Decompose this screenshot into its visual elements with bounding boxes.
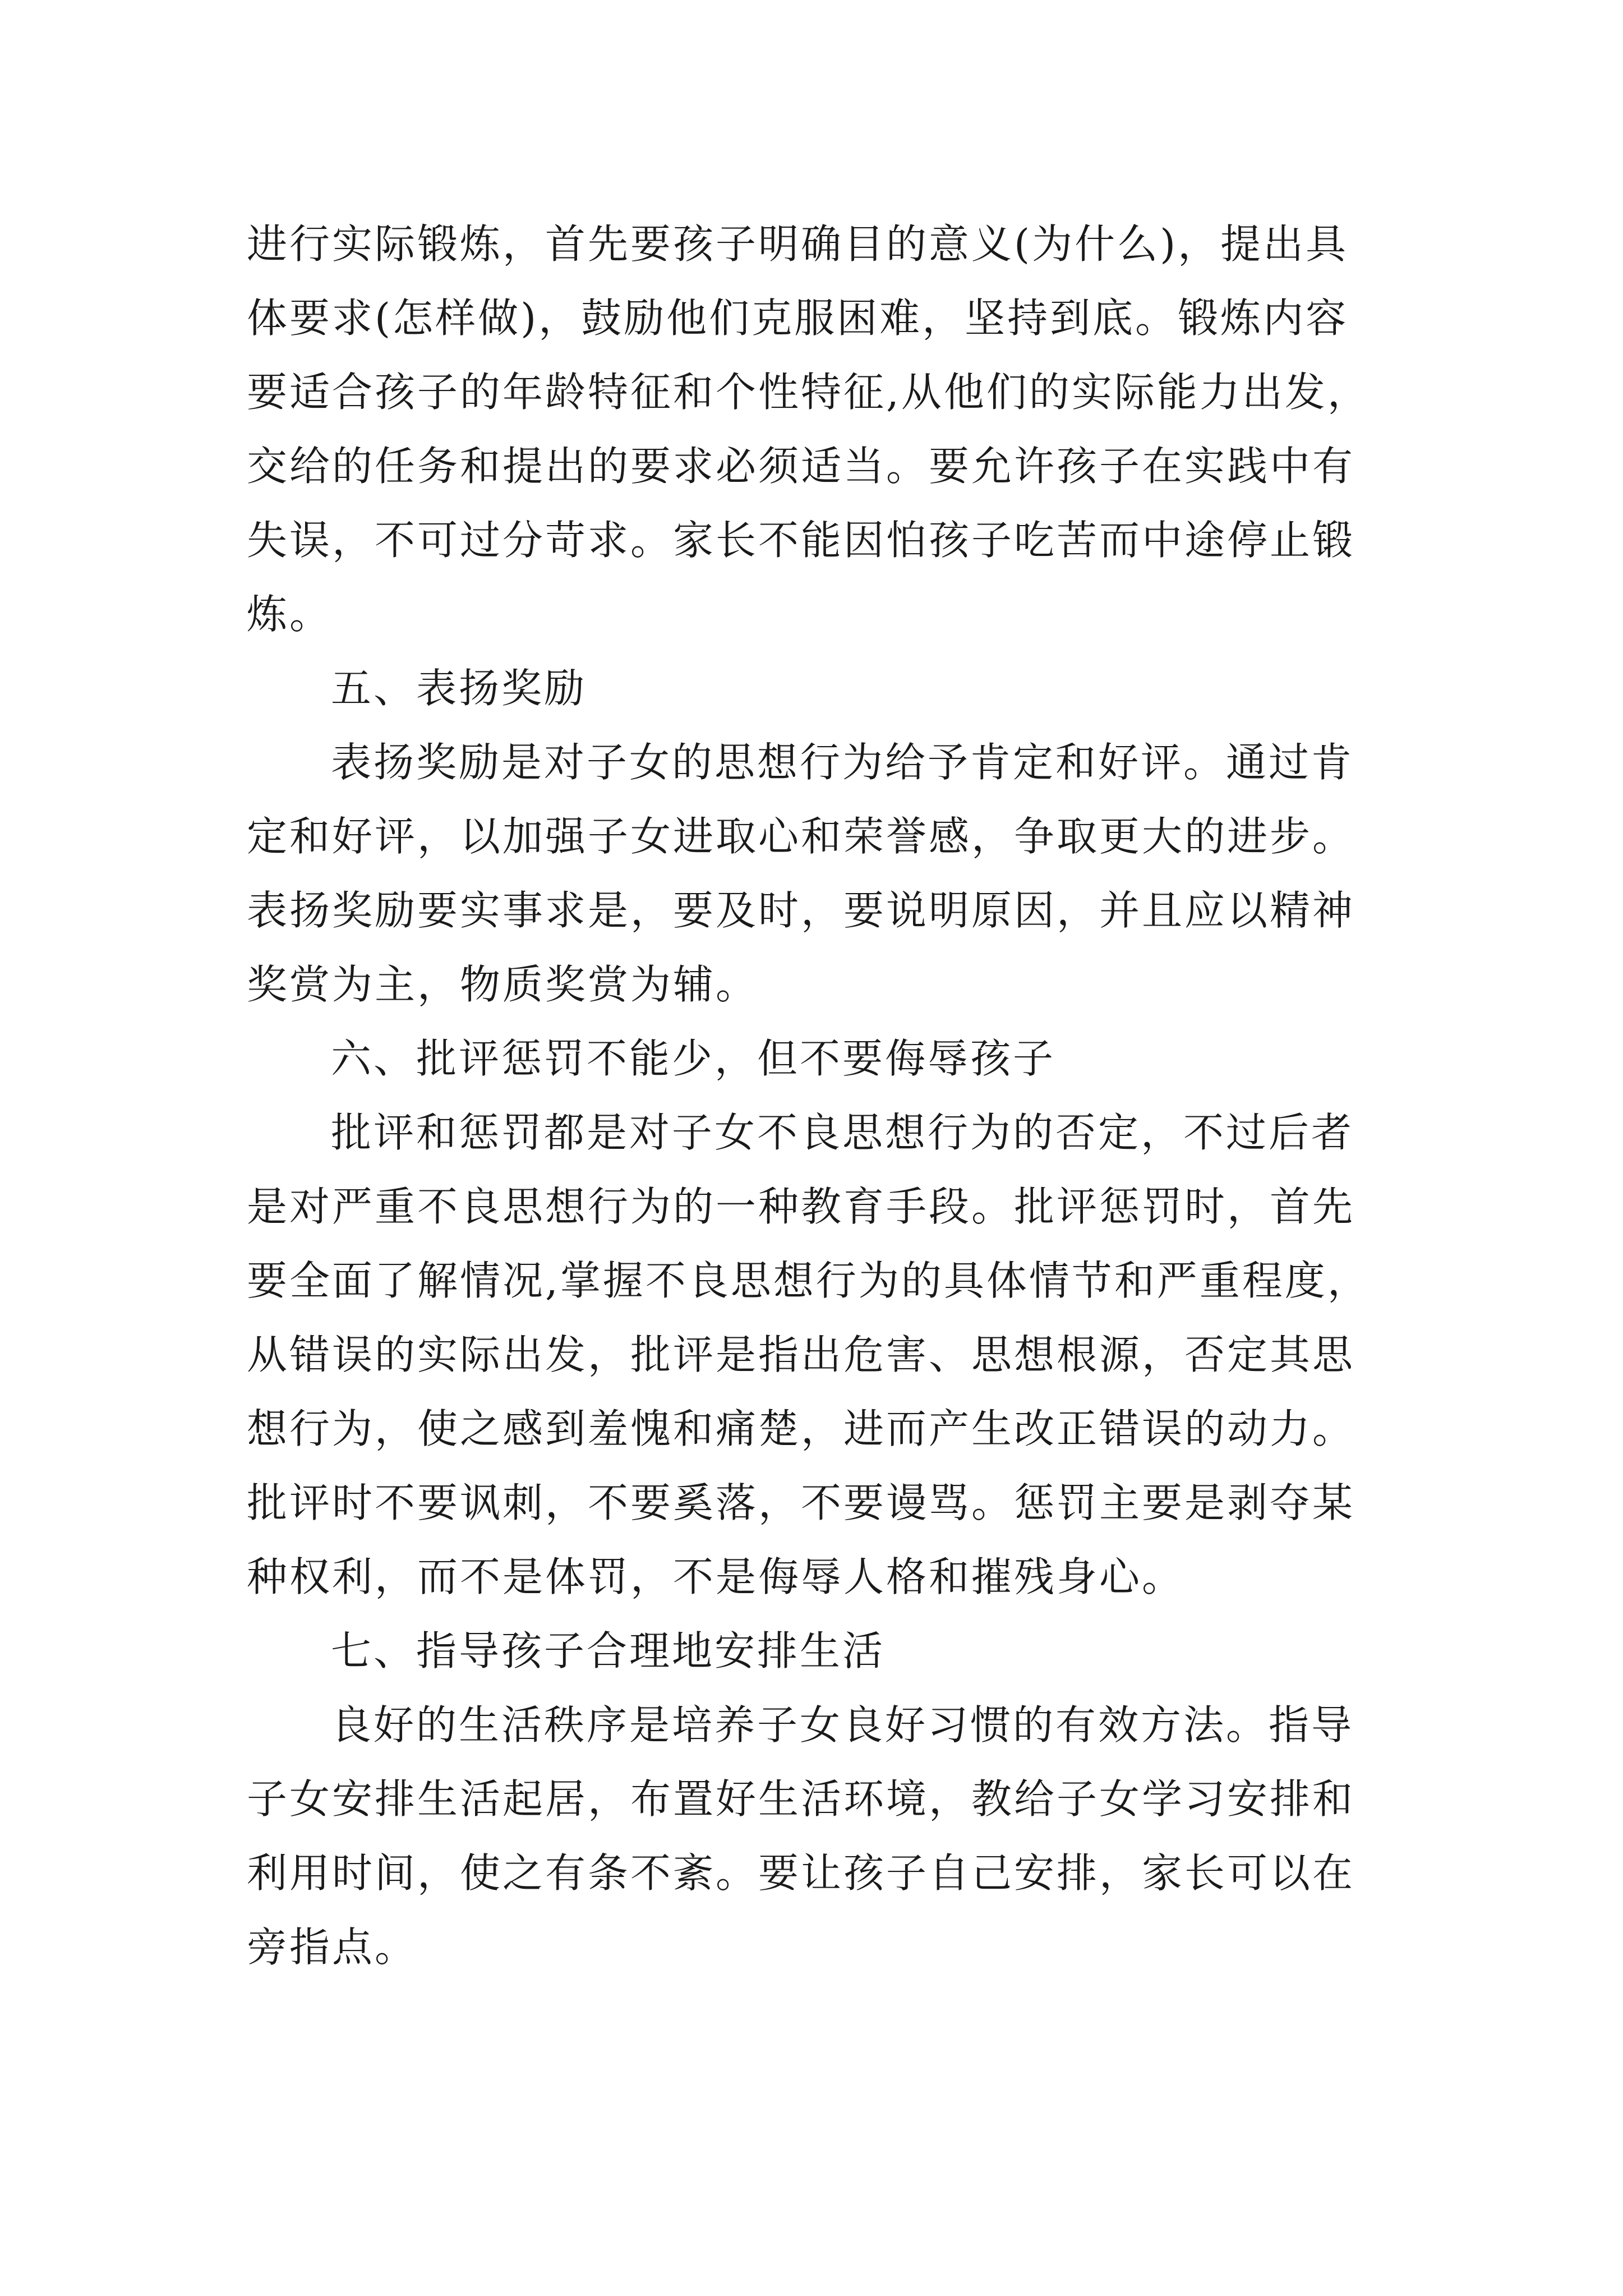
text-line: 想行为，使之感到羞愧和痛楚，进而产生改正错误的动力。 <box>247 1405 1355 1452</box>
text-line: 炼。 <box>247 591 333 638</box>
section-heading: 五、表扬奖励 <box>331 665 587 712</box>
text-line: 定和好评，以加强子女进取心和荣誉感，争取更大的进步。 <box>247 813 1355 860</box>
text-line: 表扬奖励要实事求是，要及时，要说明原因，并且应以精神 <box>247 887 1355 934</box>
paragraph-first-line: 良好的生活秩序是培养子女良好习惯的有效方法。指导 <box>331 1701 1354 1749</box>
text-line: 旁指点。 <box>247 1924 418 1971</box>
text-line: 进行实际锻炼，首先要孩子明确目的意义(为什么)，提出具 <box>247 220 1349 268</box>
text-line: 子女安排生活起居，布置好生活环境，教给子女学习安排和 <box>247 1775 1355 1823</box>
text-line: 要适合孩子的年龄特征和个性特征,从他们的实际能力出发， <box>247 369 1370 416</box>
text-line: 利用时间，使之有条不紊。要让孩子自己安排，家长可以在 <box>247 1849 1355 1897</box>
text-line: 从错误的实际出发，批评是指出危害、思想根源，否定其思 <box>247 1331 1355 1378</box>
text-line: 是对严重不良思想行为的一种教育手段。批评惩罚时，首先 <box>247 1183 1355 1230</box>
paragraph-first-line: 表扬奖励是对子女的思想行为给予肯定和好评。通过肯 <box>331 739 1354 786</box>
text-line: 种权利，而不是体罚，不是侮辱人格和摧残身心。 <box>247 1553 1185 1600</box>
text-line: 要全面了解情况,掌握不良思想行为的具体情节和严重程度， <box>247 1257 1370 1304</box>
text-line: 体要求(怎样做)，鼓励他们克服困难，坚持到底。锻炼内容 <box>247 295 1349 342</box>
text-line: 失误，不可过分苛求。家长不能因怕孩子吃苦而中途停止锻 <box>247 517 1355 564</box>
text-line: 交给的任务和提出的要求必须适当。要允许孩子在实践中有 <box>247 443 1355 490</box>
text-line: 批评时不要讽刺，不要奚落，不要谩骂。惩罚主要是剥夺某 <box>247 1479 1355 1526</box>
section-heading: 六、批评惩罚不能少，但不要侮辱孩子 <box>331 1035 1056 1082</box>
section-heading: 七、指导孩子合理地安排生活 <box>331 1627 886 1674</box>
text-line: 奖赏为主，物质奖赏为辅。 <box>247 961 759 1008</box>
paragraph-first-line: 批评和惩罚都是对子女不良思想行为的否定，不过后者 <box>331 1109 1354 1156</box>
